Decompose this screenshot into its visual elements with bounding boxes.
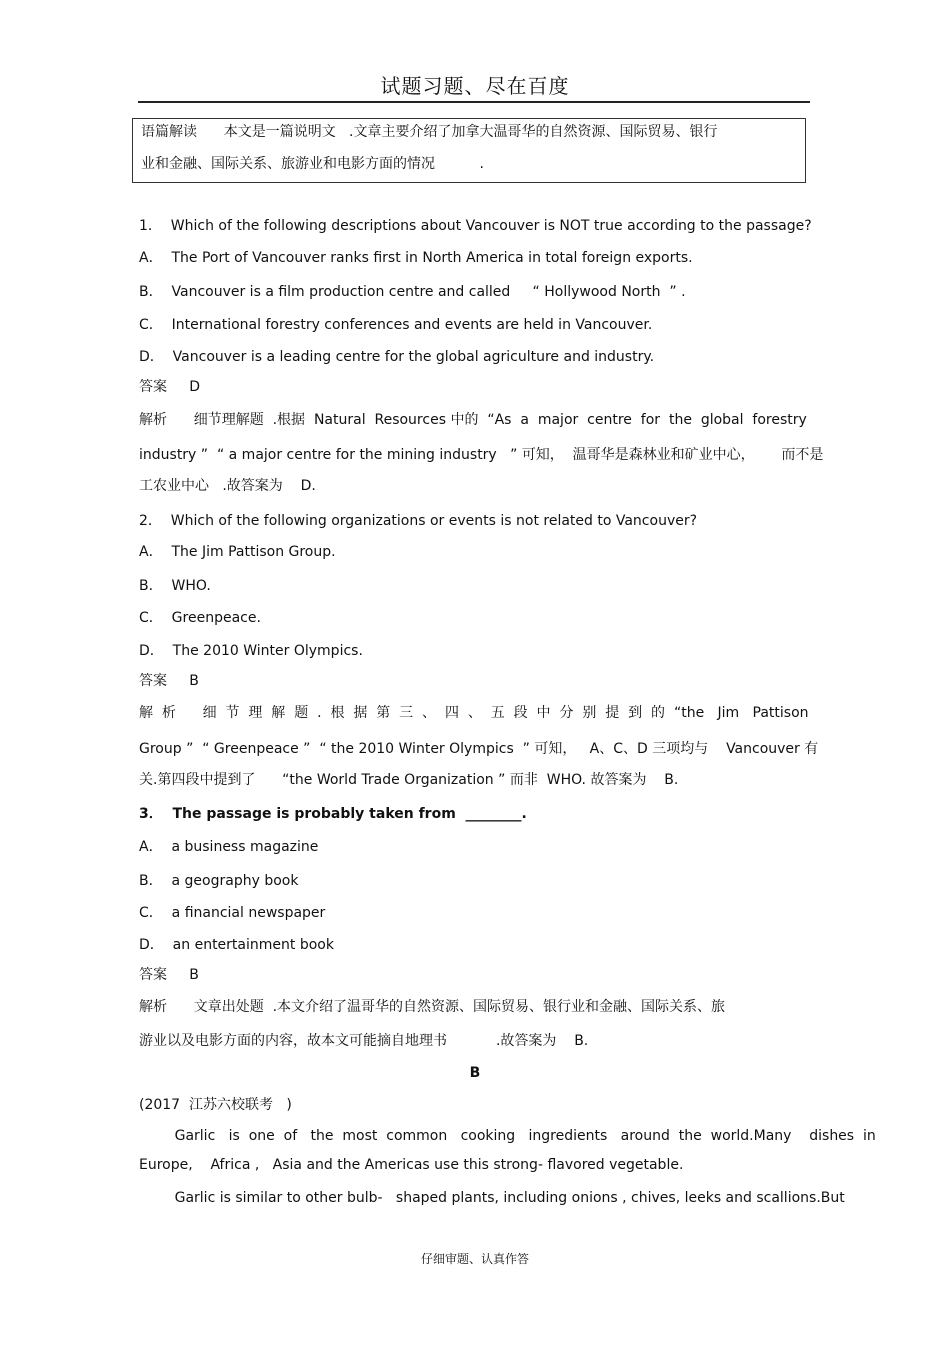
question-1-analysis-line-2: industry ” “ a major centre for the mining industry ” 可知， 温哥华是森林业和矿业中心， 而不是 [139,447,824,463]
question-2-option-c: C． Greenpeace. [139,610,261,626]
question-3-answer: 答案 B [139,967,199,983]
section-b-heading: B [469,1065,481,1081]
question-3-analysis-line-1: 解析 文章出处题 .本文介绍了温哥华的自然资源、国际贸易、银行业和金融、国际关系、旅 [139,999,726,1015]
page-title: 试题习题、尽在百度 [380,74,570,98]
question-2-option-a: A． The Jim Pattison Group. [139,544,336,560]
question-1-analysis-line-3: 工农业中心 .故答案为 D. [139,478,316,494]
question-3-option-a: A． a business magazine [139,839,319,855]
question-2-analysis-line-3: 关.第四段中提到了 “the World Trade Organization ” 而非 WHO. 故答案为 B. [139,772,679,788]
question-2-analysis-line-1: 解 析 细 节 理 解 题 . 根 据 第 三 、 四 、 五 段 中 分 别 提 到 的 “the Jim Pattison [139,705,809,721]
question-1-option-b: B． Vancouver is a film production centre and called “ Hollywood North ” . [139,284,686,300]
title-divider [138,101,810,103]
section-b-paragraph-line-2: Europe, Africa , Asia and the Americas use this strong- flavored vegetable. [139,1157,684,1173]
question-3-option-c: C． a financial newspaper [139,905,326,921]
question-3-analysis-line-2: 游业以及电影方面的内容，故本文可能摘自地理书 .故答案为 B. [139,1033,589,1049]
question-1-stem: 1． Which of the following descriptions about Vancouver is NOT true according to the passage? [139,218,812,234]
section-b-source: (2017 江苏六校联考 ) [139,1097,292,1113]
question-1-option-d: D． Vancouver is a leading centre for the global agriculture and industry. [139,349,655,365]
question-3-stem: 3． The passage is probably taken from ________. [139,806,527,822]
question-1-answer: 答案 D [139,379,201,395]
section-b-paragraph-line-1: Garlic is one of the most common cooking ingredients around the world.Many dishes in [139,1128,876,1144]
question-2-answer: 答案 B [139,673,199,689]
question-2-stem: 2． Which of the following organizations or events is not related to Vancouver? [139,513,698,529]
page-footer: 仔细审题、认真作答 [420,1252,529,1266]
question-3-option-b: B． a geography book [139,873,299,889]
question-2-option-d: D． The 2010 Winter Olympics. [139,643,363,659]
question-1-analysis-line-1: 解析 细节理解题 .根据 Natural Resources 中的 “As a major centre for the global forestry [139,412,807,428]
section-b-paragraph-line-3: Garlic is similar to other bulb- shaped plants, including onions , chives, leeks and scallions.But [139,1190,845,1206]
question-1-option-a: A． The Port of Vancouver ranks first in North America in total foreign exports. [139,250,693,266]
summary-line-1: 语篇解读 本文是一篇说明文 .文章主要介绍了加拿大温哥华的自然资源、国际贸易、银行 [141,124,718,140]
passage-summary-box [132,118,806,183]
summary-line-2: 业和金融、国际关系、旅游业和电影方面的情况 . [141,156,484,172]
question-2-option-b: B． WHO. [139,578,211,594]
question-1-option-c: C． International forestry conferences and events are held in Vancouver. [139,317,653,333]
question-3-option-d: D． an entertainment book [139,937,334,953]
question-2-analysis-line-2: Group ” “ Greenpeace ” “ the 2010 Winter Olympics ” 可知， A、C、D 三项均与 Vancouver 有 [139,741,819,757]
